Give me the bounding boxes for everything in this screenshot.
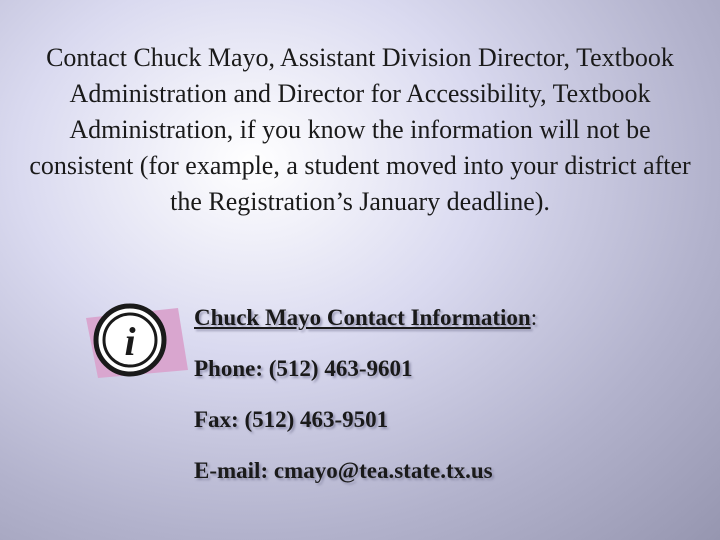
contact-heading-colon: : [530,305,538,330]
body-text: Contact Chuck Mayo, Assistant Division Director, Textbook Administration and Director for Accessibility, Textbook Administration, if you know the information will not be consistent (for example, a student moved into your district after the Registration’s January deadline). [29,43,691,216]
info-icon-letter: i [124,319,136,364]
contact-info [194,304,537,508]
contact-heading-text: Chuck Mayo Contact Information [194,305,531,330]
contact-heading [194,304,537,332]
info-icon [78,300,190,380]
contact-phone: Phone: (512) 463-9601 [194,356,413,381]
contact-email[interactable]: E-mail: cmayo@tea.state.tx.us [194,458,493,483]
contact-fax: Fax: (512) 463-9501 [194,407,389,432]
